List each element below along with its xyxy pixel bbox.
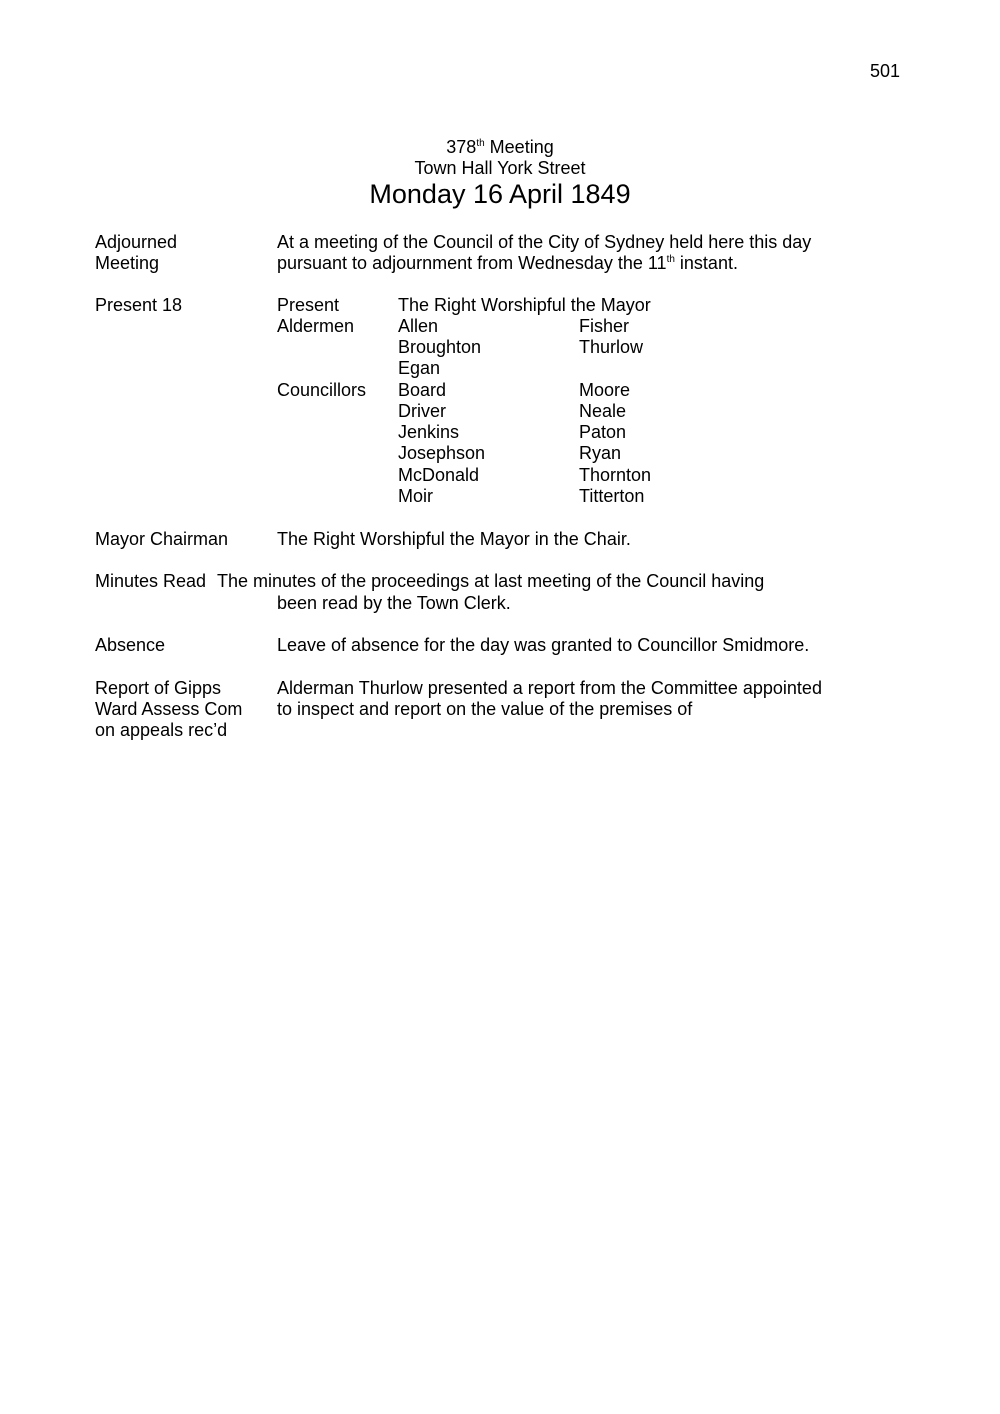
report-line-2: to inspect and report on the value of the premises of	[277, 699, 693, 719]
meeting-sup: th	[476, 138, 485, 149]
alderman-name: Fisher	[579, 316, 630, 336]
alderman-name: Egan	[398, 358, 441, 378]
councillor-name: Board	[398, 380, 447, 400]
margin-absence: Absence	[95, 635, 166, 655]
minutes-line-2: been read by the Town Clerk.	[277, 593, 511, 613]
councillor-name: Jenkins	[398, 422, 460, 442]
adjourned-line-1: At a meeting of the Council of the City of Sydney held here this day	[277, 232, 812, 252]
margin-report-1: Report of Gipps	[95, 678, 222, 698]
adjourned-line-2-sup: th	[666, 254, 675, 265]
councillor-name: McDonald	[398, 465, 480, 485]
absence-text: Leave of absence for the day was granted to Councillor Smidmore.	[277, 635, 810, 655]
margin-report-2: Ward Assess Com	[95, 699, 243, 719]
meeting-word: Meeting	[484, 137, 554, 157]
label-aldermen: Aldermen	[277, 316, 355, 336]
councillor-name: Thornton	[579, 465, 652, 485]
label-present: Present	[277, 295, 340, 315]
mayor-name: The Right Worshipful the Mayor	[398, 295, 651, 315]
councillor-name: Neale	[579, 401, 627, 421]
councillor-name: Paton	[579, 422, 627, 442]
meeting-location: Town Hall York Street	[414, 158, 586, 178]
meeting-number	[0, 137, 1000, 158]
councillor-name: Ryan	[579, 443, 622, 463]
chairman-text: The Right Worshipful the Mayor in the Chair.	[277, 529, 631, 549]
alderman-name: Broughton	[398, 337, 482, 357]
councillor-name: Moir	[398, 486, 433, 506]
councillor-name: Titterton	[579, 486, 645, 506]
margin-present: Present 18	[95, 295, 183, 315]
adjourned-line-2-pre: pursuant to adjournment from Wednesday the 11	[277, 253, 667, 273]
margin-report-3: on appeals rec’d	[95, 720, 228, 740]
adjourned-line-2	[277, 253, 738, 274]
margin-mayor-chairman: Mayor Chairman	[95, 529, 229, 549]
margin-meeting: Meeting	[95, 253, 160, 273]
councillor-name: Driver	[398, 401, 446, 421]
meeting-date: Monday 16 April 1849	[369, 179, 631, 209]
margin-minutes-read: Minutes Read	[95, 571, 207, 591]
councillor-name: Josephson	[398, 443, 486, 463]
report-line-1: Alderman Thurlow presented a report from the Committee appointed	[277, 678, 822, 698]
page-number: 501	[870, 61, 901, 81]
alderman-name: Allen	[398, 316, 439, 336]
adjourned-line-2-post: instant.	[674, 253, 738, 273]
councillor-name: Moore	[579, 380, 631, 400]
alderman-name: Thurlow	[579, 337, 644, 357]
label-councillors: Councillors	[277, 380, 367, 400]
margin-adjourned: Adjourned	[95, 232, 178, 252]
meeting-num: 378	[446, 137, 477, 157]
minutes-line-1: The minutes of the proceedings at last meeting of the Council having	[217, 571, 765, 591]
